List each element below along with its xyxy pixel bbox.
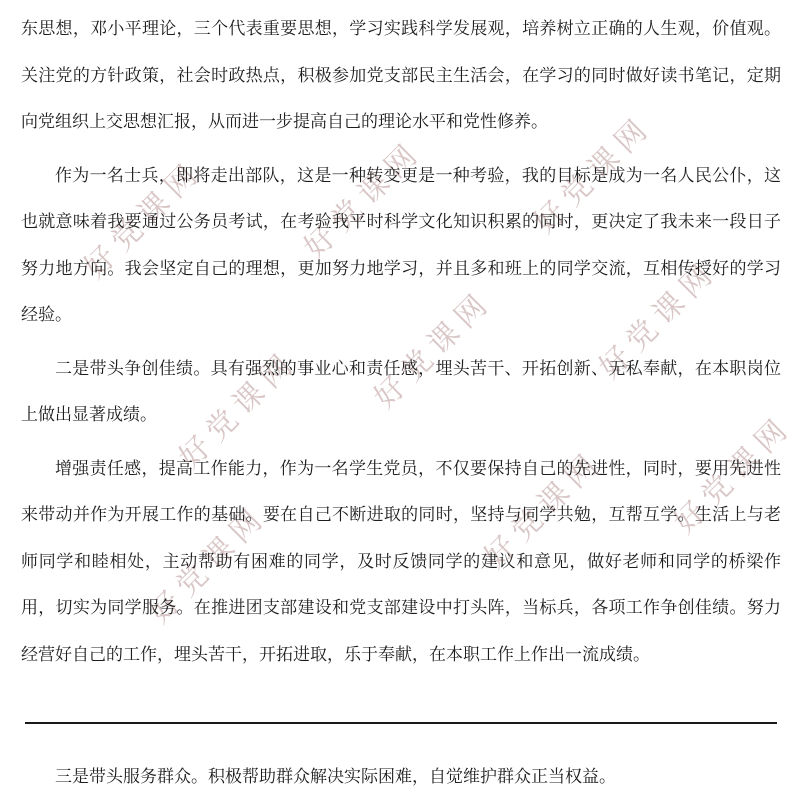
watermark-text: 好党课网	[478, 444, 609, 575]
watermark-text: 好党课网	[173, 344, 304, 475]
paragraph: 三是带头服务群众。积极帮助群众解决实际困难，自觉维护群众正当权益。	[55, 767, 616, 786]
paragraph-group-after-divider	[21, 754, 781, 800]
watermark-text: 好党课网	[78, 154, 209, 285]
watermark-text: 好党课网	[668, 409, 799, 540]
watermark-text: 好党课网	[368, 284, 499, 415]
watermark-text: 好党课网	[593, 254, 724, 385]
watermark-text: 好党课网	[143, 499, 274, 630]
paragraph: 增强责任感，提高工作能力，作为一名学生党员，不仅要保持自己的先进性，同时，要用先进性来带动并作为开展工作的基础。要在自己不断进取的同时，坚持与同学共勉，互帮互学。生活上与老师同学和睦相处，主动帮助有困难的同学，及时反馈同学的建议和意见，做好老师和同学的桥梁作用，切实为同学服务。在推进团支部建设和党支部建设中打头阵，当标兵，各项工作争创佳绩。努力经营好自己的工作，埋头苦干，开拓进取，乐于奉献，在本职工作上作出一流成绩。	[21, 458, 781, 664]
paragraph: 二是带头争创佳绩。具有强烈的事业心和责任感，埋头苦干、开拓创新、无私奉献，在本职岗位上做出显著成绩。	[21, 358, 781, 424]
watermark-text: 好党课网	[298, 134, 429, 265]
paragraph: 东思想，邓小平理论，三个代表重要思想，学习实践科学发展观，培养树立正确的人生观，价值观。关注党的方针政策，社会时政热点，积极参加党支部民主生活会，在学习的同时做好读书笔记，定期向党组织上交思想汇报，从而进一步提高自己的理论水平和党性修养。	[21, 19, 781, 131]
paragraph: 作为一名士兵，即将走出部队，这是一种转变更是一种考验，我的目标是成为一名人民公仆，这也就意味着我要通过公务员考试，在考验我平时科学文化知识积累的同时，更决定了我未来一段日子努力地方向。我会坚定自己的理想，更加努力地学习，并且多和班上的同学交流，互相传授好的学习经验。	[21, 165, 781, 324]
watermark-text: 好党课网	[528, 109, 659, 240]
page-divider	[25, 722, 777, 724]
paragraph-group-main	[21, 6, 781, 678]
